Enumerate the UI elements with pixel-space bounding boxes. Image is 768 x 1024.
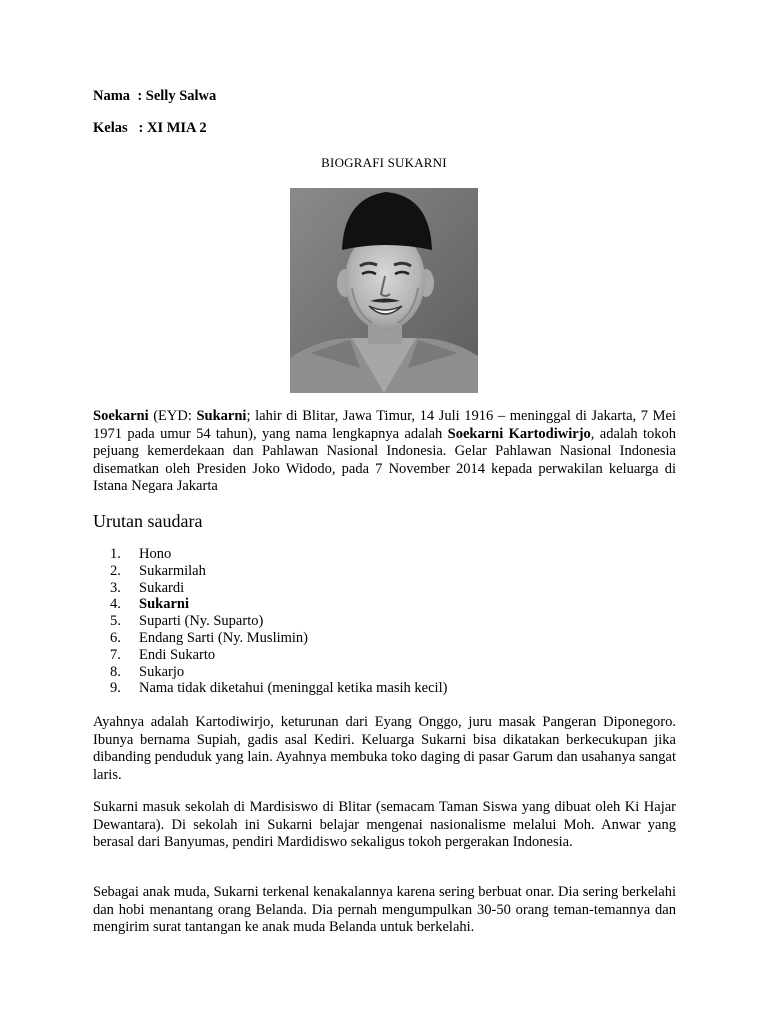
list-item <box>110 546 447 563</box>
list-item-number: 7. <box>110 646 121 663</box>
list-item-text: Hono <box>139 546 172 562</box>
list-item-number: 5. <box>110 613 121 630</box>
document-title: BIOGRAFI SUKARNI <box>321 155 447 170</box>
list-item-number: 2. <box>110 562 121 579</box>
intro-name: Soekarni <box>93 408 149 424</box>
kelas-separator: : <box>138 120 144 136</box>
list-item-number: 1. <box>110 546 121 562</box>
list-item-text: Endang Sarti (Ny. Muslimin) <box>139 629 309 646</box>
list-item <box>110 596 447 613</box>
list-item-text: Sukarjo <box>139 663 185 680</box>
list-item-number: 6. <box>110 629 121 646</box>
siblings-heading: Urutan saudara <box>93 511 203 531</box>
list-item-number: 8. <box>110 663 121 680</box>
list-item <box>110 647 447 664</box>
intro-eyd-name: Sukarni <box>196 408 247 424</box>
list-item <box>110 613 447 630</box>
list-item-text: Endi Sukarto <box>139 646 216 663</box>
list-item-text: Sukarmilah <box>139 562 206 579</box>
list-item-number: 4. <box>110 596 121 613</box>
intro-fullname: Soekarni Kartodiwirjo <box>447 425 591 442</box>
intro-paragraph <box>93 408 676 496</box>
intro-text-b: , adalah tokoh pejuang kemerdekaan dan Pahlawan Nasional Indonesia. Gelar Pahlawan Nasional Indonesia disematkan oleh Presiden Joko Widodo, pada 7 November 2014 kepada perwakilan keluarga di Istana Negara Jakarta <box>93 425 676 495</box>
list-item-text: Nama tidak diketahui (meninggal ketika masih kecil) <box>139 680 448 697</box>
intro-text-a: ; lahir di Blitar, Jawa Timur, 14 Juli 1916 – meninggal di Jakarta, 7 Mei 1971 pada umur 54 tahun), yang nama lengkapnya adalah <box>93 408 676 442</box>
nama-separator: : <box>137 88 143 104</box>
kelas-value: XI MIA 2 <box>146 120 207 136</box>
nama-value: Selly Salwa <box>145 88 217 104</box>
paragraph-family: Ayahnya adalah Kartodiwirjo, keturunan dari Eyang Onggo, juru masak Pangeran Diponegoro. Ibunya bernama Supiah, gadis asal Kediri. Keluarga Sukarni bisa dikatakan berkecukupan jika dibanding penduduk yang lain. Ayahnya membuka toko daging di pasar Garum dan usahanya sangat laris. <box>93 714 676 783</box>
siblings-list <box>110 546 447 697</box>
list-item <box>110 563 447 580</box>
student-class-line <box>93 120 207 137</box>
list-item-text: Sukardi <box>139 579 185 596</box>
paragraph-school: Sukarni masuk sekolah di Mardisiswo di Blitar (semacam Taman Siswa yang dibuat oleh Ki Hajar Dewantara). Di sekolah ini Sukarni belajar mengenai nasionalisme melalui Moh. Anwar yang berasal dari Banyumas, pendiri Mardidiswo sekaligus tokoh pergerakan Indonesia. <box>93 799 676 851</box>
list-item <box>110 580 447 597</box>
nama-label: Nama <box>93 88 131 104</box>
paragraph-youth: Sebagai anak muda, Sukarni terkenal kenakalannya karena sering berbuat onar. Dia sering berkelahi dan hobi menantang orang Belanda. Dia pernah mengumpulkan 30-50 orang teman-temannya dan mengirim surat tantangan ke anak muda Belanda untuk berkelahi. <box>93 884 676 936</box>
list-item-number: 9. <box>110 680 121 697</box>
kelas-label: Kelas <box>93 120 128 136</box>
list-item-text: Sukarni <box>139 596 189 613</box>
portrait-photo-icon <box>290 188 478 393</box>
intro-eyd-open: (EYD: <box>148 408 197 424</box>
student-name-line <box>93 88 216 105</box>
list-item <box>110 664 447 681</box>
list-item-number: 3. <box>110 579 121 596</box>
list-item <box>110 630 447 647</box>
list-item-text: Suparti (Ny. Suparto) <box>139 613 264 630</box>
list-item <box>110 680 447 697</box>
